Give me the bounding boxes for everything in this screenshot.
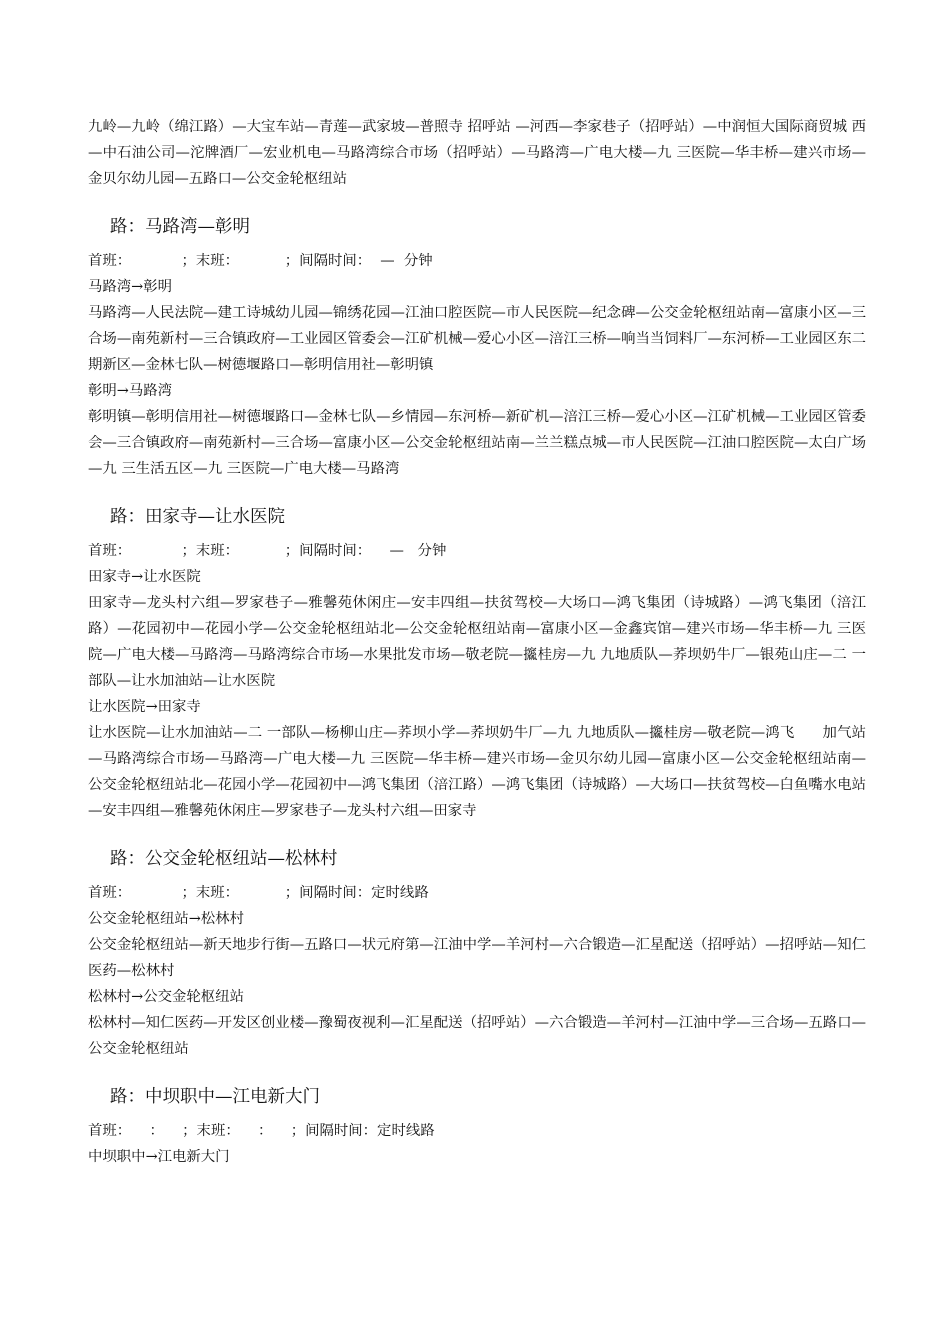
document-body: [88, 114, 866, 1170]
direction-stops: 让水医院—让水加油站—二 一部队—杨柳山庄—荞坝小学—荞坝奶牛厂—九 九地质队—攨桂房—敬老院—鸿飞 加气站—马路湾综合市场—马路湾—广电大楼—九 三医院—华丰桥—建兴市场—金贝尔幼儿园—富康小区—公交金轮枢纽站南—公交金轮枢纽站北—花园小学—花园初中—鸿飞集团（涪江路）—鸿飞集团（诗城路）—大场口—扶贫驾校—白鱼嘴水电站—安丰四组—雅馨苑休闲庄—罗家巷子—龙头村六组—田家寺: [88, 725, 866, 819]
direction-stops: 松林村—知仁医药—开发区创业楼—豫蜀夜视利—汇星配送（招呼站）—六合锻造—羊河村—江油中学—三合场—五路口—公交金轮枢纽站: [88, 1015, 866, 1057]
direction-label: 马路湾→彰明: [88, 279, 173, 295]
route-title-jinlun-songlin: 路：公交金轮枢纽站—松林村: [110, 849, 338, 869]
intro-route-stops: 九岭—九岭（绵江路）—大宝车站—青莲—武家坡—普照寺 招呼站 —河西—李家巷子（招呼站）—中润恒大国际商贸城 西 —中石油公司—沱牌酒厂—宏业机电—马路湾综合市场（招呼站）—马路湾—广电大楼—九 三医院—华丰桥—建兴市场—金贝尔幼儿园—五路口—公交金轮枢纽站: [88, 119, 866, 187]
direction-stops: 马路湾—人民法院—建工诗城幼儿园—锦绣花园—江油口腔医院—市人民医院—纪念碑—公交金轮枢纽站南—富康小区—三合场—南苑新村—三合镇政府—工业园区管委会—江矿机械—爱心小区—涪江三桥—响当当饲料厂—东河桥—工业园区东二期新区—金林七队—树德堰路口—彰明信用社—彰明镇: [88, 305, 866, 373]
direction-label: 田家寺→让水医院: [88, 569, 201, 585]
route-title-zhongba-jiangdian: 路：中坝职中—江电新大门: [110, 1087, 320, 1107]
direction-stops: 田家寺—龙头村六组—罗家巷子—雅馨苑休闲庄—安丰四组—扶贫驾校—大场口—鸿飞集团（诗城路）—鸿飞集团（涪江路）—花园初中—花园小学—公交金轮枢纽站北—公交金轮枢纽站南—富康小区—金鑫宾馆—建兴市场—华丰桥—九 三医院—广电大楼—马路湾—马路湾综合市场—水果批发市场—敬老院—攨桂房—九 九地质队—荞坝奶牛厂—银苑山庄—二 一部队—让水加油站—让水医院: [88, 595, 866, 689]
direction-label: 让水医院→田家寺: [88, 699, 201, 715]
direction-stops: 彰明镇—彰明信用社—树德堰路口—金林七队—乡情园—东河桥—新矿机—涪江三桥—爱心小区—江矿机械—工业园区管委会—三合镇政府—南苑新村—三合场—富康小区—公交金轮枢纽站南—兰兰糕点城—市人民医院—江油口腔医院—太白广场—九 三生活五区—九 三医院—广电大楼—马路湾: [88, 409, 866, 477]
route-schedule: 首班： ；末班： ；间隔时间： — 分钟: [88, 253, 433, 269]
direction-label: 中坝职中→江电新大门: [88, 1149, 230, 1165]
direction-stops: 公交金轮枢纽站—新天地步行街—五路口—状元府第—江油中学—羊河村—六合锻造—汇星配送（招呼站）—招呼站—知仁医药—松林村: [88, 937, 866, 979]
route-title-tianjiasi-rangshui: 路：田家寺—让水医院: [110, 507, 285, 527]
route-schedule: 首班： ；末班： ；间隔时间：定时线路: [88, 885, 429, 901]
direction-label: 松林村→公交金轮枢纽站: [88, 989, 244, 1005]
direction-label: 公交金轮枢纽站→松林村: [88, 911, 244, 927]
direction-label: 彰明→马路湾: [88, 383, 173, 399]
route-schedule: 首班： ；末班： ；间隔时间： — 分钟: [88, 543, 447, 559]
route-schedule: 首班： ： ；末班： ： ；间隔时间：定时线路: [88, 1123, 435, 1139]
route-title-mawan-zhangming: 路：马路湾—彰明: [110, 217, 250, 237]
